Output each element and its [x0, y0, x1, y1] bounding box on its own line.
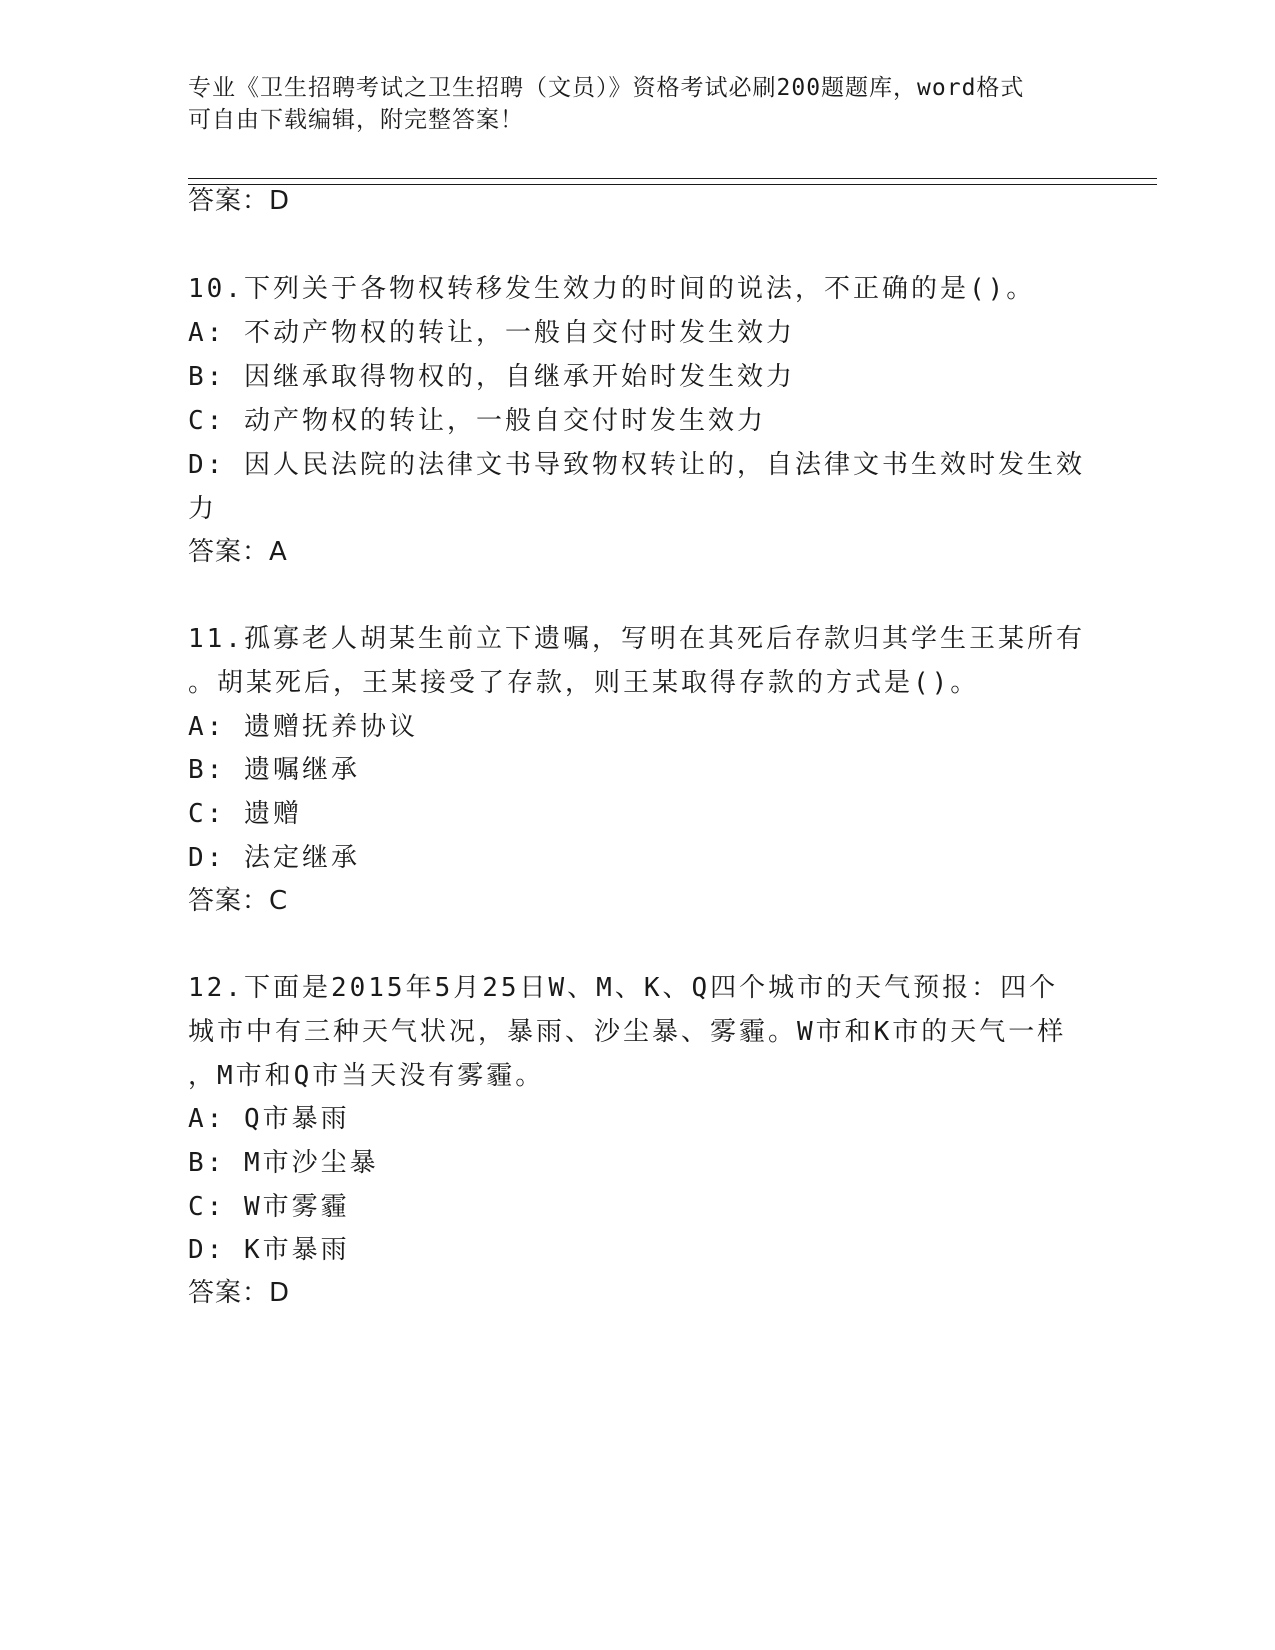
question-stem-continued: 。胡某死后，王某接受了存款，则王某取得存款的方式是()。 [188, 668, 980, 698]
option-c: C: 遗赠 [188, 799, 302, 829]
answer-line: 答案：D [188, 1278, 291, 1308]
question-stem-continued: ，M市和Q市当天没有雾霾。 [188, 1061, 545, 1091]
option-a: A: 遗赠抚养协议 [188, 712, 418, 742]
option-b: B: 遗嘱继承 [188, 755, 360, 785]
answer-line: 答案：D [188, 186, 291, 216]
answer-line: 答案：A [188, 537, 288, 567]
header-divider [188, 184, 1157, 185]
question-stem-continued: 城市中有三种天气状况，暴雨、沙尘暴、雾霾。W市和K市的天气一样 [188, 1017, 1067, 1047]
header-divider [188, 178, 1157, 179]
question-stem: 11.孤寡老人胡某生前立下遗嘱，写明在其死后存款归其学生王某所有 [188, 624, 1085, 654]
question-stem: 10.下列关于各物权转移发生效力的时间的说法，不正确的是()。 [188, 274, 1036, 304]
option-d: D: 因人民法院的法律文书导致物权转让的，自法律文书生效时发生效 [188, 450, 1085, 480]
option-a: A: Q市暴雨 [188, 1104, 350, 1134]
option-d-continued: 力 [188, 494, 218, 524]
option-b: B: M市沙尘暴 [188, 1148, 379, 1178]
answer-line: 答案：C [188, 886, 289, 916]
option-b: B: 因继承取得物权的，自继承开始时发生效力 [188, 362, 795, 392]
document-header [188, 72, 1088, 136]
option-c: C: 动产物权的转让，一般自交付时发生效力 [188, 406, 766, 436]
question-stem: 12.下面是2015年5月25日W、M、K、Q四个城市的天气预报：四个 [188, 973, 1059, 1003]
header-line: 可自由下载编辑，附完整答案！ [188, 107, 524, 133]
option-c: C: W市雾霾 [188, 1192, 350, 1222]
option-d: D: 法定继承 [188, 843, 360, 873]
option-d: D: K市暴雨 [188, 1235, 350, 1265]
option-a: A: 不动产物权的转让，一般自交付时发生效力 [188, 318, 795, 348]
header-line: 专业《卫生招聘考试之卫生招聘（文员）》资格考试必刷200题题库，word格式 [188, 75, 1025, 101]
